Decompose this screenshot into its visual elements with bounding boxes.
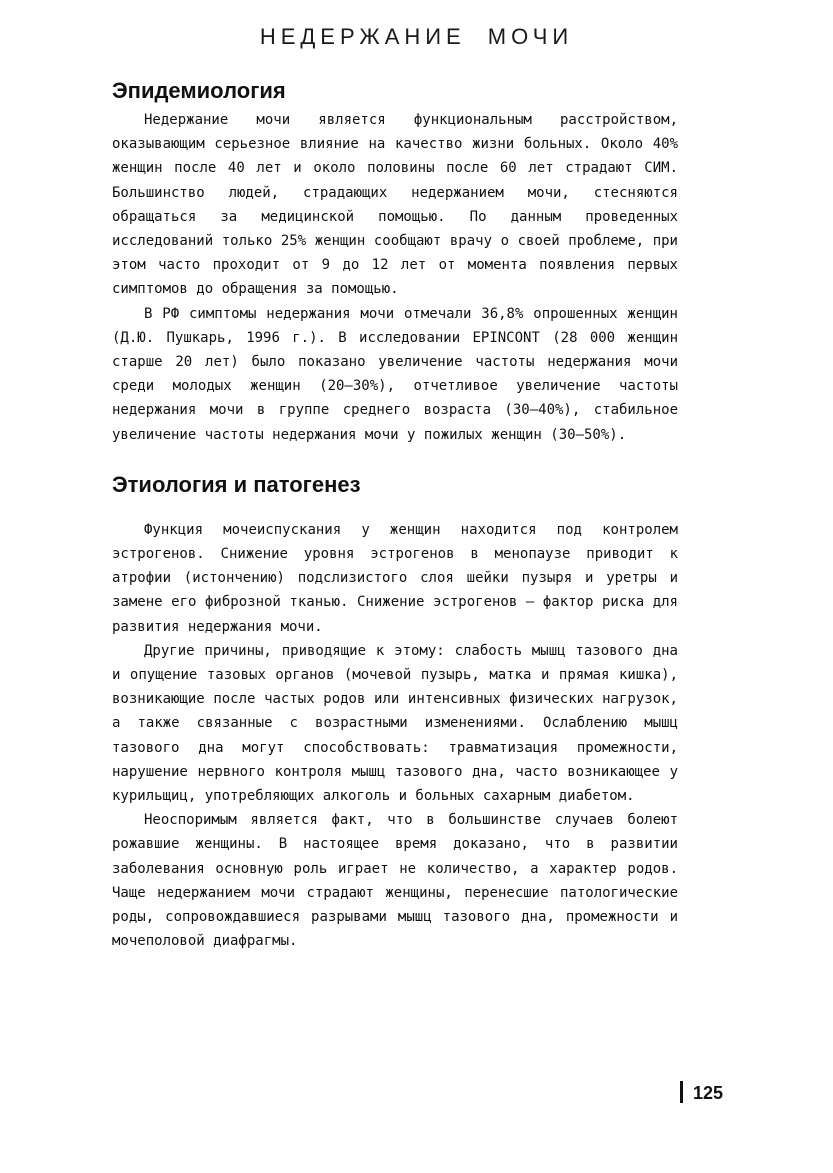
page-number [680, 1081, 723, 1104]
running-head-word-1: НЕДЕРЖАНИЕ [259, 24, 466, 49]
paragraph: В РФ симптомы недержания мочи отмечали 36,8% опрошенных женщин (Д.Ю. Пушкарь, 1996 г.). В исследовании EPINCONT (28 000 женщин старше 20 лет) было показано увеличение частоты недержания мочи среди молодых женщин (20–30%), отчетливое увеличение частоты недержания мочи в группе среднего возраста (30–40%), стабильное увеличение частоты недержания мочи у пожилых женщин (30–50%). [112, 305, 678, 443]
paragraph: Другие причины, приводящие к этому: слабость мышц тазового дна и опущение тазовых органов (мочевой пузырь, матка и прямая кишка), возникающие после частых родов или интенсивных физических нагрузок, а также связанные с возрастными изменениями. Ослаблению мышц тазового дна могут способствовать: травматизация промежности, нарушение нервного контроля мышц тазового дна, часто возникающее у курильщиц, употребляющих алкоголь и больных сахарным диабетом. [112, 642, 678, 805]
section-heading-epidemiology: Эпидемиология [112, 78, 286, 103]
paragraph: Недержание мочи является функциональным расстройством, оказывающим серьезное влияние на качество жизни больных. Около 40% женщин после 40 лет и около половины после 60 лет страдают СИМ. Большинство людей, страдающих недержанием мочи, стесняются обращаться за медицинской помощью. По данным проведенных исследований только 25% женщин сообщают врачу о своей проблеме, при этом часто проходит от 9 до 12 лет от момента появления первых симптомов до обращения за помощью. [112, 112, 678, 298]
page-number-text: 125 [693, 1083, 724, 1103]
section-epidemiology [112, 78, 678, 447]
page-content [112, 72, 678, 954]
section-heading-etiology: Этиология и патогенез [112, 471, 361, 497]
paragraph: Функция мочеиспускания у женщин находится под контролем эстрогенов. Снижение уровня эстрогенов в менопаузе приводит к атрофии (истончению) подслизистого слоя шейки пузыря и уретры и замене его фиброзной тканью. Снижение эстрогенов — фактор риска для развития недержания мочи. [112, 521, 678, 635]
paragraph: Неоспоримым является факт, что в большинстве случаев болеют рожавшие женщины. В настоящее время доказано, что в развитии заболевания основную роль играет не количество, а характер родов. Чаще недержанием мочи страдают женщины, перенесшие патологические роды, сопровождавшиеся разрывами мышц тазового дна, промежности и мочеполовой диафрагмы. [112, 812, 678, 950]
running-head [0, 24, 833, 50]
running-head-word-2: МОЧИ [487, 24, 574, 49]
section-etiology [112, 472, 678, 954]
page-number-divider [680, 1081, 683, 1103]
